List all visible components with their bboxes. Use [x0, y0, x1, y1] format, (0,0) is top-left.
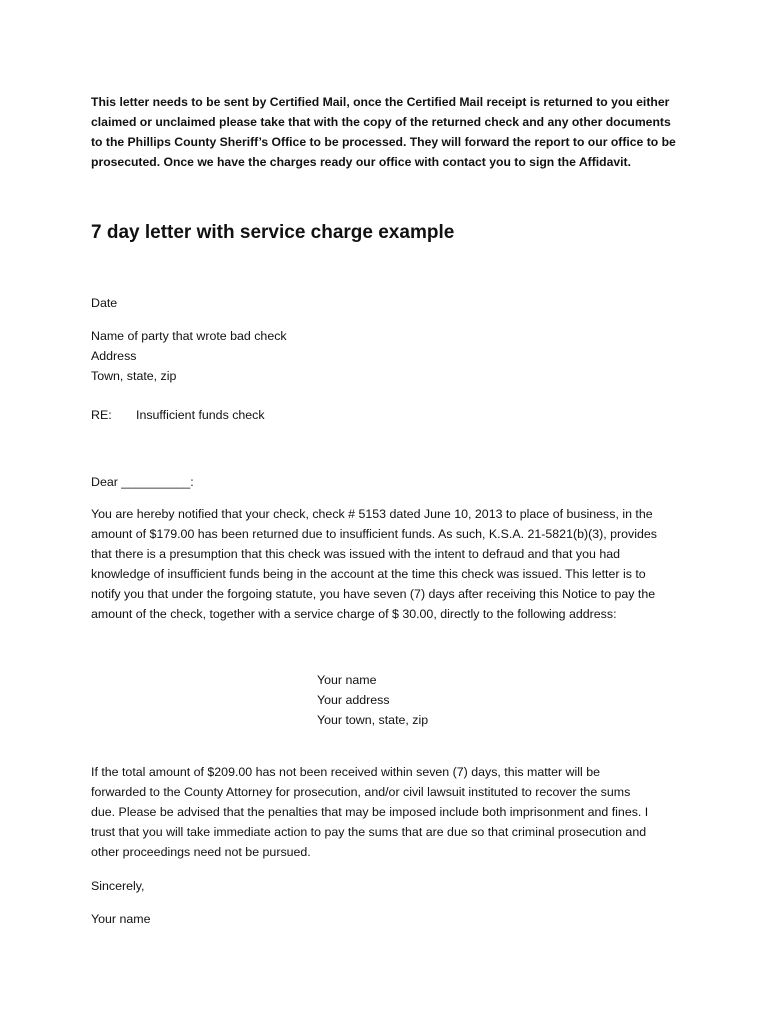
body-line: amount of $179.00 has been returned due to insufficient funds. As such, K.S.A. 21-5821(b)(3), provides	[91, 527, 657, 541]
body-paragraph	[91, 504, 691, 624]
closing-line: due. Please be advised that the penalties that may be imposed include both imprisonment and fines. I	[91, 805, 649, 819]
closing-line: other proceedings need not be pursued.	[91, 845, 311, 859]
recipient-town: Town, state, zip	[91, 369, 177, 383]
recipient-block	[91, 326, 691, 386]
payee-town: Your town, state, zip	[317, 713, 429, 727]
recipient-address: Address	[91, 349, 137, 363]
instructions-line: claimed or unclaimed please take that with the copy of the returned check and any other documents	[91, 115, 671, 129]
payee-name: Your name	[317, 673, 377, 687]
payee-address: Your address	[317, 693, 390, 707]
closing-paragraph	[91, 762, 691, 862]
instructions-line: prosecuted. Once we have the charges ready our office with contact you to sign the Affidavit.	[91, 155, 631, 169]
signoff: Sincerely,	[91, 879, 145, 893]
instructions-line: This letter needs to be sent by Certified Mail, once the Certified Mail receipt is returned to you either	[91, 95, 670, 109]
date-line: Date	[91, 296, 118, 310]
recipient-name: Name of party that wrote bad check	[91, 329, 287, 343]
body-line: knowledge of insufficient funds being in the account at the time this check was issued. This letter is to	[91, 567, 646, 581]
payee-address-block	[317, 670, 428, 730]
closing-line: trust that you will take immediate action to pay the sums that are due so that criminal prosecution and	[91, 825, 647, 839]
re-subject: Insufficient funds check	[136, 408, 265, 422]
closing-line: If the total amount of $209.00 has not been received within seven (7) days, this matter will be	[91, 765, 600, 779]
body-line: You are hereby notified that your check, check # 5153 dated June 10, 2013 to place of business, in the	[91, 507, 653, 521]
body-line: that there is a presumption that this check was issued with the intent to defraud and that you had	[91, 547, 620, 561]
body-line: notify you that under the forgoing statute, you have seven (7) days after receiving this Notice to pay the	[91, 587, 656, 601]
signature-name: Your name	[91, 912, 151, 926]
instructions-paragraph	[91, 92, 691, 172]
closing-line: forwarded to the County Attorney for prosecution, and/or civil lawsuit instituted to recover the sums	[91, 785, 631, 799]
body-line: amount of the check, together with a service charge of $ 30.00, directly to the following address:	[91, 607, 617, 621]
salutation: Dear __________:	[91, 475, 194, 489]
instructions-line: to the Phillips County Sheriff’s Office to be processed. They will forward the report to our office to be	[91, 135, 676, 149]
re-line	[91, 405, 691, 425]
letter-heading: 7 day letter with service charge example	[91, 222, 455, 243]
re-label: RE:	[91, 408, 112, 422]
